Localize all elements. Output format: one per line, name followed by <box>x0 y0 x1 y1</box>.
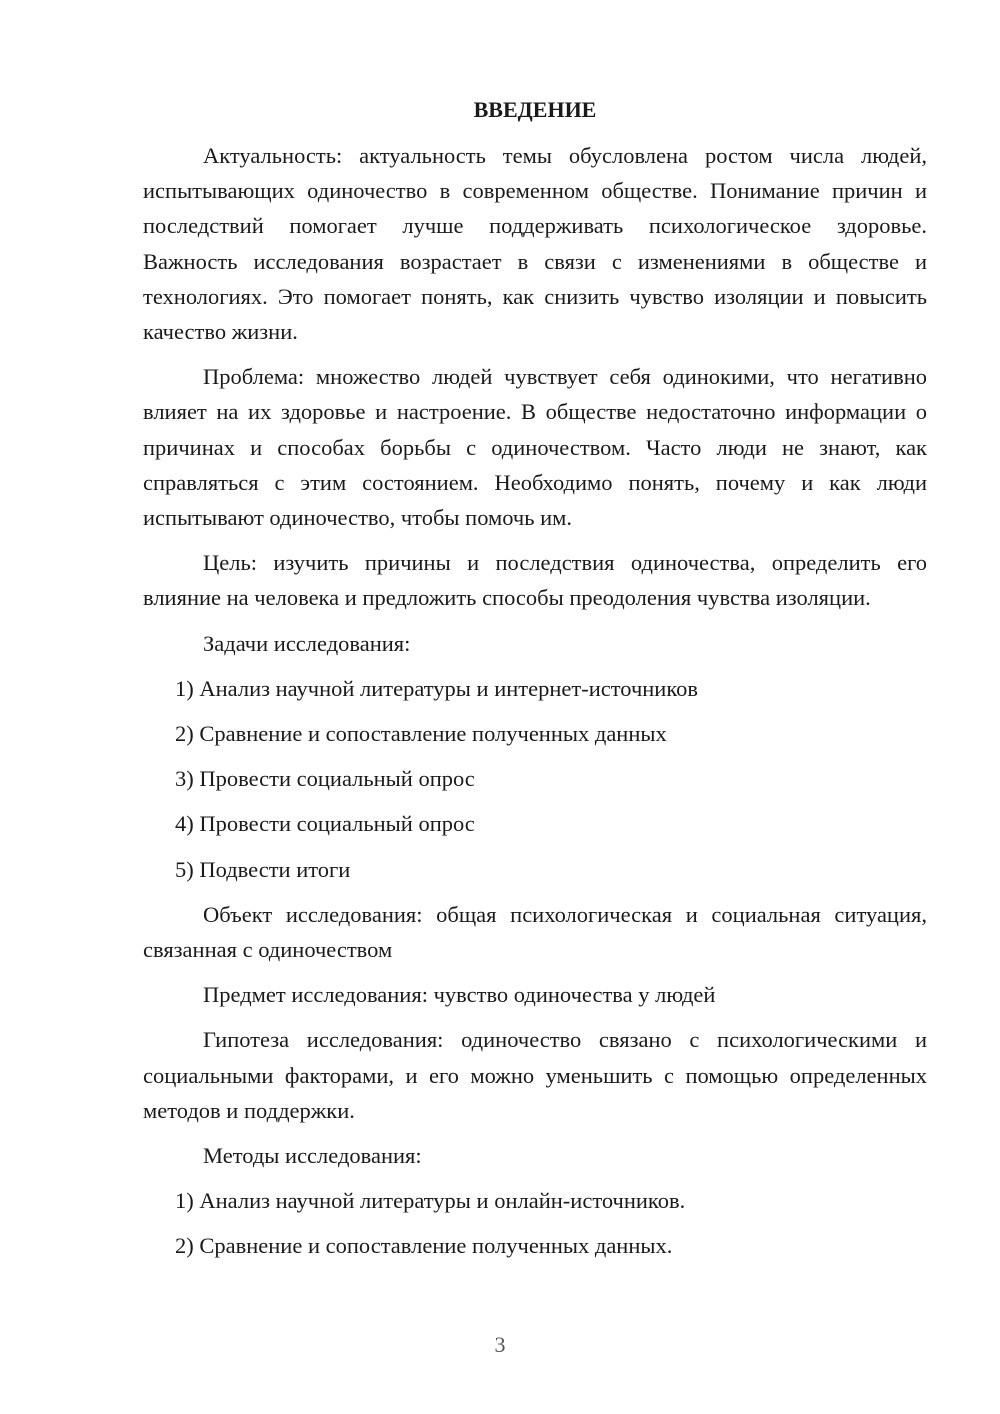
goal-paragraph: Цель: изучить причины и последствия одиночества, определить его влияние на человека и предложить способы преодоления чувства изоляции. <box>143 550 927 611</box>
hypothesis-paragraph: Гипотеза исследования: одиночество связано с психологическими и социальными факторами, и его можно уменьшить с помощью определенных методов и поддержки. <box>143 1027 927 1123</box>
object-paragraph: Объект исследования: общая психологическая и социальная ситуация, связанная с одиночеством <box>143 901 927 963</box>
method-item-2: 2) Сравнение и сопоставление полученных данных. <box>175 1233 673 1259</box>
method-item-1: 1) Анализ научной литературы и онлайн-источников. <box>175 1188 686 1214</box>
task-item-2: 2) Сравнение и сопоставление полученных данных <box>175 721 667 747</box>
task-item-1: 1) Анализ научной литературы и интернет-источников <box>175 675 699 701</box>
task-item-3: 3) Провести социальный опрос <box>175 766 475 792</box>
section-heading: ВВЕДЕНИЕ <box>473 97 597 122</box>
tasks-title: Задачи исследования: <box>203 630 411 656</box>
relevance-paragraph: Актуальность: актуальность темы обусловлена ростом числа людей, испытывающих одиночество в современном обществе. Понимание причин и последствий помогает лучше поддерживать психологическое здоровье. Важность исследования возрастает в связи с изменениями в обществе и технологиях. Это помогает понять, как снизить чувство изоляции и повысить качество жизни. <box>143 143 927 345</box>
methods-title: Методы исследования: <box>203 1143 422 1169</box>
document-page <box>143 92 927 1274</box>
task-item-5: 5) Подвести итоги <box>175 856 351 882</box>
problem-paragraph: Проблема: множество людей чувствует себя одинокими, что негативно влияет на их здоровье и настроение. В обществе недостаточно информации о причинах и способах борьбы с одиночеством. Часто люди не знают, как справляться с этим состоянием. Необходимо понять, почему и как люди испытывают одиночество, чтобы помочь им. <box>143 364 927 531</box>
page-number: 3 <box>494 1332 506 1357</box>
subject-paragraph: Предмет исследования: чувство одиночества у людей <box>203 982 716 1008</box>
task-item-4: 4) Провести социальный опрос <box>175 811 475 837</box>
